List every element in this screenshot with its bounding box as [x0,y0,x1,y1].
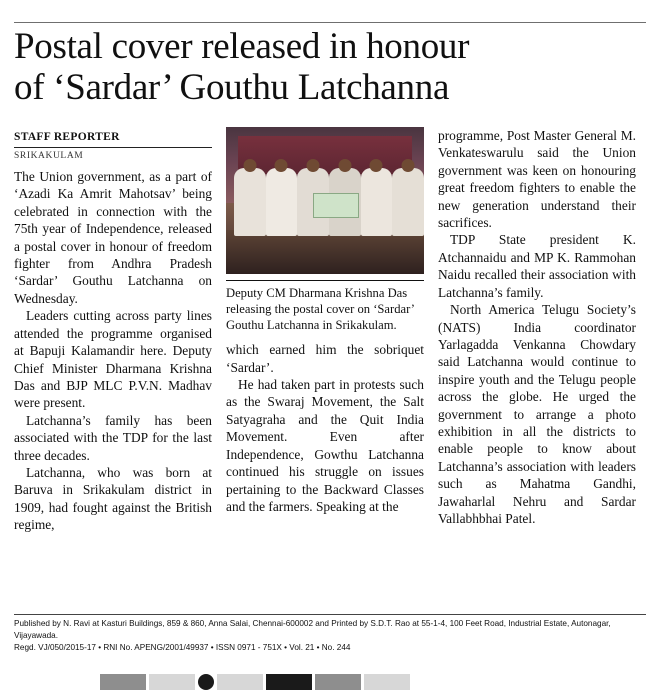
footer-rule [14,614,646,615]
event-photo [226,127,424,274]
byline [14,127,212,148]
postal-cover-icon [313,193,359,219]
page-title [14,0,646,109]
photo-caption: Deputy CM Dharmana Krishna Das releasing the postal cover on ‘Sardar’ Gouthu Latchanna in Srikakulam. [226,285,415,333]
page-footer [14,614,646,654]
byline-dateline: SRIKAKULAM [14,150,84,161]
paragraph: which earned him the sobriquet ‘Sardar’. [226,342,424,375]
byline-reporter: STAFF REPORTER [14,130,120,143]
paragraph: He had taken part in protests such as the Swaraj Movement, the Salt Satyagraha and the Quit India Movement. Even after Independence, Gowthu Latchanna continued his struggle on issues pertaining to the Backward Classes and the farmers. Speaking at the [226,377,424,514]
paragraph: Leaders cutting across party lines attended the programme organised at Bapuji Kalamandir here. Deputy Chief Minister Dharmana Krishna Das and BJP MLC P.V.N. Madhav were present. [14,308,212,411]
paragraph: North America Telugu Society’s (NATS) India coordinator Yarlagadda Venkanna Chowdary said Latchanna would continue to inspire youth and the Telugu people across the globe. He urged the government to arrange a photo exhibition in all the districts to enable people to know about Latchanna’s association with leaders such as Mahatma Gandhi, Jawaharlal Nehru and Sardar Vallabhbhai Patel. [438,302,636,527]
article-columns [14,127,646,534]
headline-line-2: of ‘Sardar’ Gouthu Latchanna [14,67,450,109]
registration-chip [149,674,195,690]
column-middle [226,127,424,516]
registration-dot [198,674,214,690]
column-left [14,127,212,534]
paragraph: The Union government, as a part of ‘Azadi Ka Amrit Mahotsav’ being celebrated in connection with the 75th year of Independence, released a postal cover in honour of freedom fighter from Andhra Pradesh ‘Sardar’ Gouthu Latchanna on Wednesday. [14,168,212,306]
registration-marks [100,674,410,690]
registration-chip [266,674,312,690]
footer-imprint-line-1: Published by N. Ravi at Kasturi Buildings, 859 & 860, Anna Salai, Chennai-600002 and Printed by S.D.T. Rao at 55-1-4, 100 Feet Road, Industrial Estate, Autonagar, Vijayawada. [14,619,611,641]
registration-chip [100,674,146,690]
registration-chip [217,674,263,690]
registration-chip [364,674,410,690]
paragraph: TDP State president K. Atchannaidu and MP K. Rammohan Naidu recalled their association with Latchanna’s family. [438,232,636,300]
registration-chip [315,674,361,690]
print-registration-bar [0,666,660,692]
headline-line-1: Postal cover released in honour [14,26,470,67]
column-right [438,127,636,528]
caption-rule [226,280,424,281]
top-rule [14,22,646,23]
paragraph: Latchanna’s family has been associated with the TDP for the last three decades. [14,412,212,463]
article-photo-block [226,127,424,274]
paragraph: programme, Post Master General M. Venkateswarulu said the Union government was keen on honouring great freedom fighters to enable the new generation understand their sacrifices. [438,127,636,230]
footer-imprint-line-2: Regd. VJ/050/2015-17 • RNI No. APENG/2001/49937 • ISSN 0971 - 751X • Vol. 21 • No. 244 [14,643,351,653]
paragraph: Latchanna, who was born at Baruva in Srikakulam district in 1909, had fought against the British regime, [14,465,212,533]
